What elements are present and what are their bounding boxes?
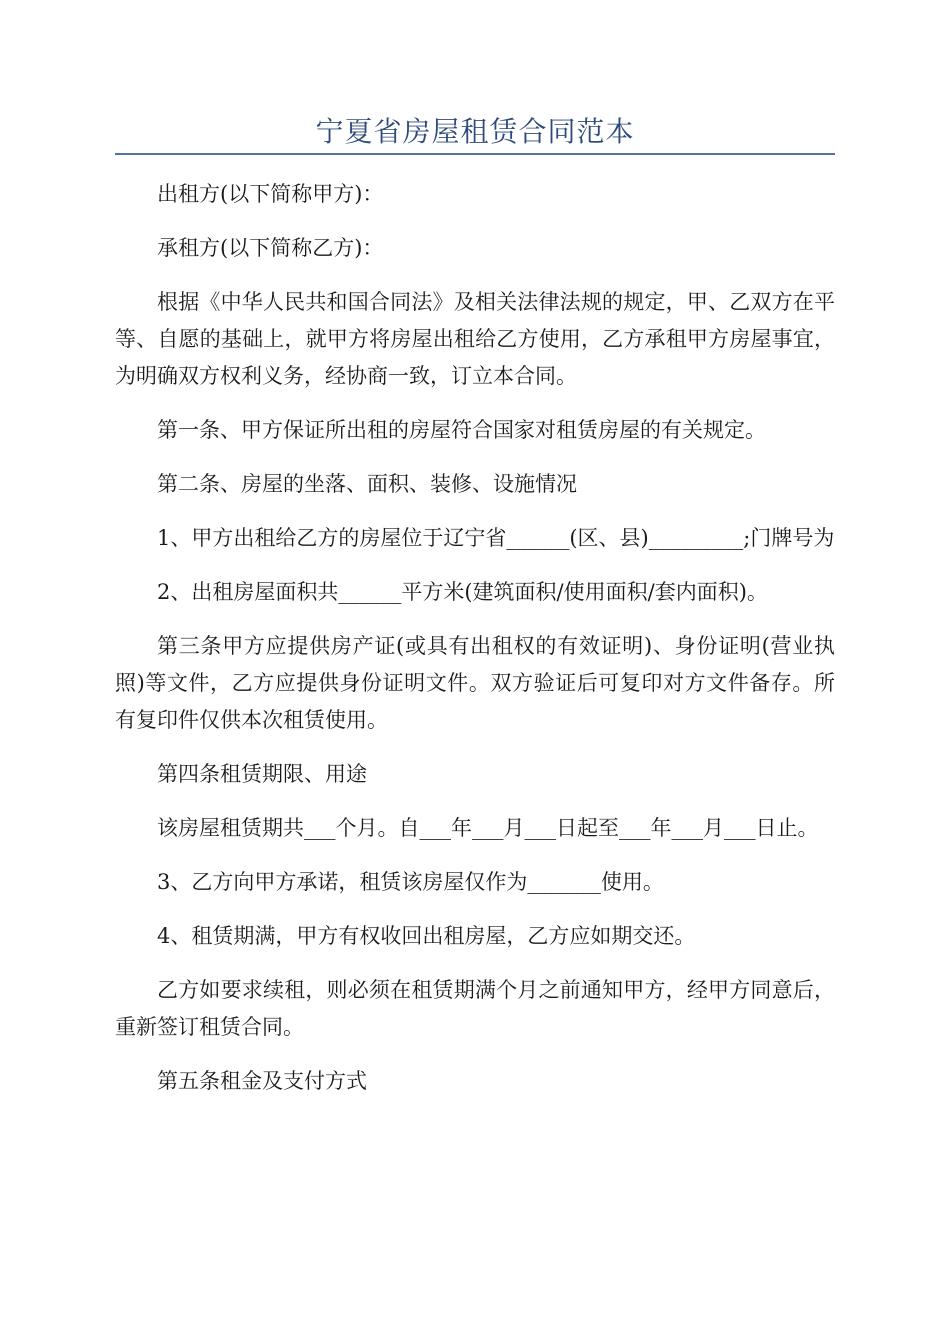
paragraph-article-1: 第一条、甲方保证所出租的房屋符合国家对租赁房屋的有关规定。 xyxy=(157,418,766,442)
paragraph-article-2-heading: 第二条、房屋的坐落、面积、装修、设施情况 xyxy=(157,472,577,496)
paragraph-article-4-heading: 第四条租赁期限、用途 xyxy=(157,762,367,786)
paragraph-item-1-location: 1、甲方出租给乙方的房屋位于辽宁省______(区、县)_________;门牌号为 xyxy=(157,526,835,550)
title-underline xyxy=(115,153,835,155)
paragraph-article-3: 第三条甲方应提供房产证(或具有出租权的有效证明)、身份证明(营业执照)等文件，乙方应提供身份证明文件。双方验证后可复印对方文件备存。所有复印件仅供本次租赁使用。 xyxy=(115,634,835,732)
paragraph-item-4-expiry: 4、租赁期满，甲方有权收回出租房屋，乙方应如期交还。 xyxy=(157,924,696,948)
paragraph-lessee: 承租方(以下简称乙方)： xyxy=(157,236,384,260)
document-title: 宁夏省房屋租赁合同范本 xyxy=(315,115,635,148)
paragraph-item-3-usage: 3、乙方向甲方承诺，租赁该房屋仅作为_______使用。 xyxy=(157,870,664,894)
paragraph-renewal: 乙方如要求续租，则必须在租赁期满个月之前通知甲方，经甲方同意后，重新签订租赁合同。 xyxy=(115,978,835,1039)
paragraph-lease-term: 该房屋租赁期共___个月。自___年___月___日起至___年___月___日止。 xyxy=(157,816,819,840)
paragraph-item-2-area: 2、出租房屋面积共______平方米(建筑面积/使用面积/套内面积)。 xyxy=(157,580,768,604)
paragraph-lessor: 出租方(以下简称甲方)： xyxy=(157,182,384,206)
paragraph-preamble: 根据《中华人民共和国合同法》及相关法律法规的规定，甲、乙双方在平等、自愿的基础上，就甲方将房屋出租给乙方使用，乙方承租甲方房屋事宜，为明确双方权利义务，经协商一致，订立本合同。 xyxy=(115,290,835,388)
paragraph-article-5-heading: 第五条租金及支付方式 xyxy=(157,1069,367,1093)
document-body xyxy=(115,176,835,1117)
